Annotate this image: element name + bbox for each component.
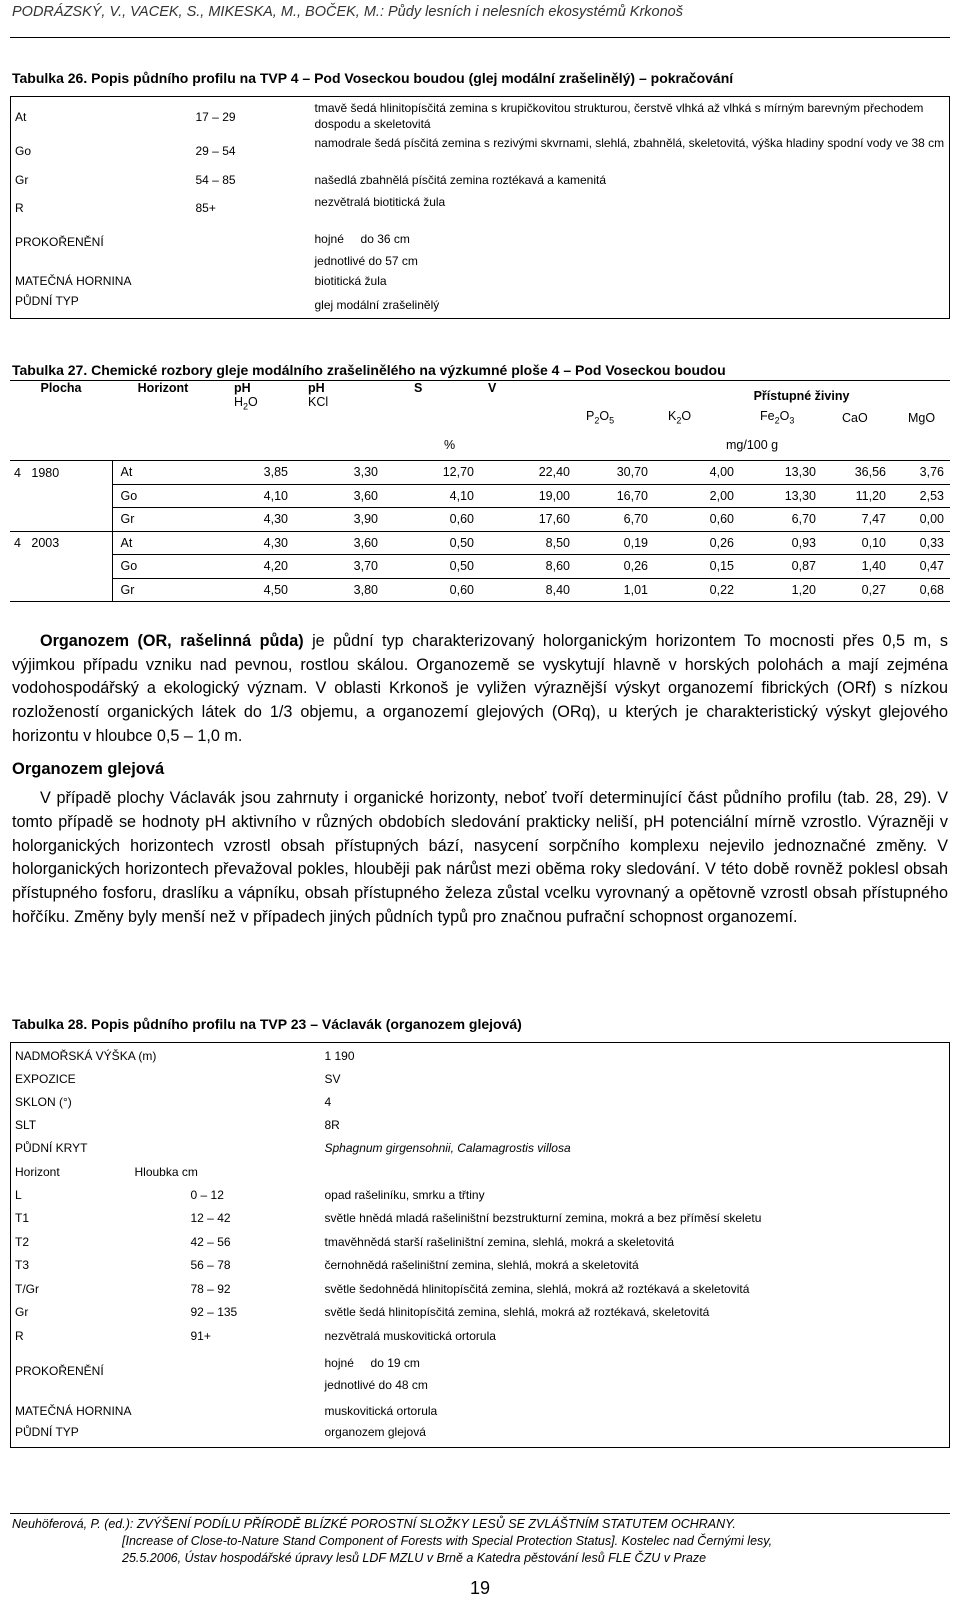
- matecna-label: MATEČNÁ HORNINA: [15, 1404, 132, 1418]
- page-number: 19: [469, 1578, 491, 1598]
- table28-horizon-row: [11, 1230, 950, 1254]
- table27-cell: 1,20: [740, 578, 822, 602]
- table27-cell: 4,30: [214, 531, 294, 555]
- table27-cell: 0,26: [576, 555, 654, 579]
- table26-desc: našedlá zbahnělá písčitá zemina roztékavá a kamenitá: [314, 172, 607, 187]
- table27-cell: 0,26: [654, 531, 740, 555]
- table27-cell: 7,47: [822, 508, 892, 532]
- table26-horizon: Gr: [15, 172, 29, 187]
- table27-cell: 13,30: [740, 461, 822, 485]
- table27-cell: 8,60: [480, 555, 576, 579]
- table28-info-value: 4: [324, 1094, 332, 1109]
- table27-row: [10, 461, 950, 485]
- table27-cell: 4,10: [214, 484, 294, 508]
- table28-horizon: T2: [15, 1234, 30, 1249]
- table27-cell: 11,20: [822, 484, 892, 508]
- table27-row: [10, 555, 950, 579]
- table27-cell: 4,00: [654, 461, 740, 485]
- table28-info-label: SLT: [15, 1117, 37, 1132]
- table28-depth: 0 – 12: [190, 1187, 224, 1202]
- table26-row: [11, 221, 950, 269]
- table28-horizon-row: [11, 1300, 950, 1324]
- matecna-value: biotitická žula: [314, 273, 387, 288]
- table27-cell: 17,60: [480, 508, 576, 532]
- table28-info-value: SV: [324, 1071, 341, 1086]
- table28-info-value: 8R: [324, 1117, 340, 1132]
- table27-cell: 3,85: [214, 461, 294, 485]
- col-p2o5: $P_2O_5$: [586, 409, 615, 426]
- table27-cell: 0,33: [892, 531, 950, 555]
- col-s: S: [414, 381, 423, 395]
- prokoreneni-2: jednotlivé do 57 cm: [314, 253, 418, 268]
- table28-horizon: R: [15, 1328, 24, 1343]
- table28-info-label: EXPOZICE: [15, 1071, 76, 1086]
- table27-cell: 0,50: [384, 555, 480, 579]
- table28-info-row: [11, 1043, 950, 1066]
- table27-horizont: At: [112, 531, 214, 555]
- table28-info-label: NADMOŘSKÁ VÝŠKA (m): [15, 1049, 157, 1063]
- table26-desc: nezvětralá biotitická žula: [314, 194, 446, 209]
- table28-horizon: T1: [15, 1211, 30, 1225]
- paragraph-organozem: Organozem (OR, rašelinná půda) je půdní typ charakterizovaný holorganickým horizontem To mocnosti přes 0,5 m, s výjimkou případu vzniku nad pevnou, rostlou skálou. Organozemě se vyskytují hlavně v horských polohách a mají zejména vodohospodářský a ekologický význam. V oblasti Krkonoš je vyližen výraznější výskyt organozemí fibrických (ORf) s nízkou rozložeností organických látek do 1/3 objemu, a organozemí glejových (ORq), u kterých je charakteristický výskyt glejového horizontu v hloubce 0,5 – 1,0 m.: [12, 632, 948, 745]
- table28-horizon-row: [11, 1277, 950, 1301]
- table27-cell: 0,22: [654, 578, 740, 602]
- table28-info-value: Sphagnum girgensohnii, Calamagrostis villosa: [324, 1140, 571, 1155]
- table28-header-row: [11, 1158, 950, 1183]
- table27-cell: 4,30: [214, 508, 294, 532]
- matecna-label: MATEČNÁ HORNINA: [15, 273, 132, 288]
- table27-cell: 1,40: [822, 555, 892, 579]
- table28-desc: světle šedohnědá hlinitopísčitá zemina, slehlá, mokrá až roztékavá a skeletovitá: [324, 1281, 750, 1296]
- table26-row: [11, 133, 950, 169]
- table27-row: [10, 508, 950, 532]
- table27-cell: 0,87: [740, 555, 822, 579]
- header-divider: [10, 37, 950, 38]
- table27-cell: 0,60: [384, 508, 480, 532]
- table28-desc: nezvětralá muskovitická ortorula: [324, 1328, 496, 1343]
- table27-cell: 1,01: [576, 578, 654, 602]
- table27-cell: 8,40: [480, 578, 576, 602]
- col-k2o: $K_2O$: [668, 409, 692, 426]
- table27-cell: 3,30: [294, 461, 384, 485]
- table27-horizont: Go: [112, 484, 214, 508]
- table26-depth: 17 – 29: [195, 110, 236, 124]
- prokoreneni-1: hojné do 36 cm: [314, 231, 410, 246]
- table26-desc: namodrale šedá písčitá zemina s rezivými skvrnami, slehlá, zbahnělá, skeletovitá, výška hladiny spodní vody ve 38 cm: [314, 135, 945, 150]
- matecna-value: muskovitická ortorula: [324, 1404, 438, 1418]
- pudni-typ-value: organozem glejová: [324, 1425, 426, 1439]
- table27-cell: 4,50: [214, 578, 294, 602]
- table27-cell: 6,70: [740, 508, 822, 532]
- table28-horizon-row: [11, 1253, 950, 1277]
- table28-desc: tmavěhnědá starší rašeliništní zemina, slehlá, mokrá a skeletovitá: [324, 1234, 674, 1249]
- table27-cell: 8,50: [480, 531, 576, 555]
- table28-row: [11, 1399, 950, 1421]
- table28-horizon: T/Gr: [15, 1281, 39, 1296]
- table26-depth: 54 – 85: [195, 172, 236, 187]
- table27-cell: 2,00: [654, 484, 740, 508]
- col-cao: CaO: [842, 410, 868, 425]
- table28-horizon: T3: [15, 1258, 30, 1272]
- table27-cell: 3,80: [294, 578, 384, 602]
- table26-horizon: At: [15, 110, 27, 124]
- footer-divider: [10, 1513, 950, 1514]
- body-text: [12, 630, 948, 929]
- table27-cell: 3,60: [294, 531, 384, 555]
- pudni-typ-label: PŮDNÍ TYP: [15, 1425, 79, 1439]
- table27-row: [10, 531, 950, 555]
- table27-horizont: Go: [112, 555, 214, 579]
- col-ph-h2o: pH $H_2O$: [234, 381, 258, 412]
- table28-info-row: [11, 1135, 950, 1158]
- table27-cell: 13,30: [740, 484, 822, 508]
- table28-horizon: L: [15, 1187, 22, 1202]
- table28-desc: opad rašeliníku, smrku a třtiny: [324, 1187, 485, 1202]
- table28-depth: 42 – 56: [190, 1234, 231, 1249]
- paragraph-glejova: V případě plochy Václavák jsou zahrnuty i organické horizonty, neboť tvoří determinující část půdního profilu (tab. 28, 29). V tomto případě se hodnoty pH aktivního v různých obdobích sledování prakticky neliší, pH potenciální mírně vzrostlo. Výrazněji v holorganických horizontech vzrostl obsah přístupných bází, nasycení sorpčního komplexu nejevilo jednoznačné změny. V holorganických horizontech převažoval pokles, hlouběji pak nárůst mezi oběma roky sledování. V této době rovněž poklesl obsah přístupného fosforu, draslíku a vápníku, obsah přístupného železa zůstal vcelku vyrovnaný a opětovně vzrostl obsah přístupného hořčíku. Změny byly menší než v případech jiných půdních typů pro značnou pufrační schopnost organozemí.: [12, 789, 948, 926]
- table28-depth: 78 – 92: [190, 1281, 231, 1296]
- table27-caption: Tabulka 27. Chemické rozbory gleje modálního zrašelinělého na výzkumné ploše 4 – Pod Voseckou boudou: [12, 362, 726, 378]
- col-horizont: Horizont: [137, 381, 189, 395]
- table28-row: [11, 1347, 950, 1399]
- col-pristupne-ziviny: Přístupné živiny: [753, 388, 850, 403]
- col-mgo: MgO: [908, 410, 936, 425]
- col-ph-kcl: pH KCl: [308, 381, 329, 409]
- col-hloubka: Hloubka cm: [134, 1164, 198, 1179]
- table28-info-label: SKLON (°): [15, 1094, 72, 1109]
- table27-cell: 3,76: [892, 461, 950, 485]
- table26-depth: 29 – 54: [195, 143, 236, 158]
- table27-cell: 12,70: [384, 461, 480, 485]
- table26-row: [11, 97, 950, 133]
- table27-cell: 0,60: [654, 508, 740, 532]
- table28-depth: 56 – 78: [190, 1258, 231, 1272]
- table28-depth: 91+: [190, 1328, 211, 1343]
- table28-info-value: 1 190: [324, 1049, 355, 1063]
- table27-cell: 0,47: [892, 555, 950, 579]
- unit-mg100g: mg/100 g: [726, 438, 779, 453]
- table27-plocha: [10, 508, 112, 532]
- table28-depth: 12 – 42: [190, 1211, 231, 1225]
- table28-row: [11, 1421, 950, 1447]
- table27-plocha: [10, 578, 112, 602]
- table28: [10, 1042, 950, 1448]
- table27-plocha: [10, 555, 112, 579]
- table27-cell: 0,00: [892, 508, 950, 532]
- table28-desc: světle hnědá mladá rašeliništní bezstrukturní zemina, mokrá a bez příměsí skeletu: [324, 1211, 762, 1225]
- table26-row: [11, 291, 950, 319]
- prokoreneni-2: jednotlivé do 48 cm: [324, 1378, 428, 1392]
- table27-cell: 3,70: [294, 555, 384, 579]
- table27-cell: 0,93: [740, 531, 822, 555]
- table27-cell: 16,70: [576, 484, 654, 508]
- table26-row: [11, 169, 950, 191]
- table28-info-row: [11, 1112, 950, 1135]
- table27-cell: 6,70: [576, 508, 654, 532]
- table27-cell: 0,27: [822, 578, 892, 602]
- table27-plocha: 4 2003: [10, 531, 112, 555]
- table26-desc: tmavě šedá hlinitopísčitá zemina s krupičkovitou strukturou, čerstvě vlhká až vlhká s mírným barevným přechodem dospodu a skeletovitá: [314, 101, 924, 131]
- pudni-typ-value: glej modální zrašelinělý: [314, 297, 440, 312]
- table28-desc: světle šedá hlinitopísčitá zemina, slehlá, mokrá až roztékavá, skeletovitá: [324, 1305, 710, 1319]
- table27-cell: 0,68: [892, 578, 950, 602]
- table26-row: [11, 269, 950, 291]
- running-header: PODRÁZSKÝ, V., VACEK, S., MIKESKA, M., BOČEK, M.: Půdy lesních i nelesních ekosystémů Krkonoš: [12, 4, 684, 20]
- table27-row: [10, 484, 950, 508]
- col-v: V: [488, 381, 497, 395]
- table28-depth: 92 – 135: [190, 1305, 238, 1319]
- table27-cell: 0,19: [576, 531, 654, 555]
- table27-cell: 0,50: [384, 531, 480, 555]
- table26: [10, 96, 950, 319]
- table28-horizon-row: [11, 1183, 950, 1207]
- table28-horizon-row: [11, 1206, 950, 1230]
- table27-plocha: [10, 484, 112, 508]
- table27-cell: 30,70: [576, 461, 654, 485]
- pudni-typ-label: PŮDNÍ TYP: [15, 293, 79, 308]
- table27-horizont: Gr: [112, 508, 214, 532]
- table27-cell: 19,00: [480, 484, 576, 508]
- col-plocha: Plocha: [40, 381, 82, 395]
- table26-depth: 85+: [195, 200, 216, 215]
- table28-desc: černohnědá rašeliništní zemina, slehlá, mokrá a skeletovitá: [324, 1258, 639, 1272]
- table27-cell: 0,10: [822, 531, 892, 555]
- table27-cell: 0,60: [384, 578, 480, 602]
- footer-citation: Neuhöferová, P. (ed.): ZVÝŠENÍ PODÍLU PŘÍRODĚ BLÍZKÉ POROSTNÍ SLOŽKY LESŮ SE ZVLÁŠTNÍM STATUTEM OCHRANY. [Increase of Close-to-Nature Stand Component of Forests with Special Protection Status]. Kostelec nad Černými lesy, 25.5.2006, Ústav hospodářské úpravy lesů LDF MZLU v Brně a Katedra pěstování lesů FLE ČZU v Praze: [12, 1517, 773, 1565]
- table27-cell: 36,56: [822, 461, 892, 485]
- table26-row: [11, 191, 950, 221]
- table27-plocha: 4 1980: [10, 461, 112, 485]
- table28-caption: Tabulka 28. Popis půdního profilu na TVP 23 – Václavák (organozem glejová): [12, 1016, 522, 1032]
- col-horizont: Horizont: [15, 1164, 60, 1179]
- table27-horizont: Gr: [112, 578, 214, 602]
- table27-cell: 3,60: [294, 484, 384, 508]
- table27-cell: 0,15: [654, 555, 740, 579]
- prokoreneni-label: PROKOŘENĚNÍ: [15, 234, 104, 249]
- table26-horizon: Go: [15, 143, 32, 158]
- prokoreneni-label: PROKOŘENĚNÍ: [15, 1364, 104, 1378]
- table27: [10, 380, 950, 602]
- table26-caption: Tabulka 26. Popis půdního profilu na TVP 4 – Pod Voseckou boudou (glej modální zrašelinělý) – pokračování: [12, 70, 734, 86]
- table27-horizont: At: [112, 461, 214, 485]
- unit-percent: %: [444, 438, 456, 453]
- table27-cell: 3,90: [294, 508, 384, 532]
- table27-cell: 2,53: [892, 484, 950, 508]
- table28-horizon: Gr: [15, 1305, 29, 1319]
- table28-info-label: PŮDNÍ KRYT: [15, 1140, 88, 1155]
- table27-cell: 4,20: [214, 555, 294, 579]
- prokoreneni-1: hojné do 19 cm: [324, 1356, 420, 1370]
- table27-row: [10, 578, 950, 602]
- subheading-organozem-glejova: Organozem glejová: [12, 759, 165, 778]
- table26-horizon: R: [15, 200, 24, 215]
- table27-cell: 4,10: [384, 484, 480, 508]
- col-fe2o3: $Fe_2O_3$: [760, 409, 795, 426]
- table28-info-row: [11, 1089, 950, 1112]
- table28-info-row: [11, 1066, 950, 1089]
- table28-horizon-row: [11, 1324, 950, 1348]
- table27-cell: 22,40: [480, 461, 576, 485]
